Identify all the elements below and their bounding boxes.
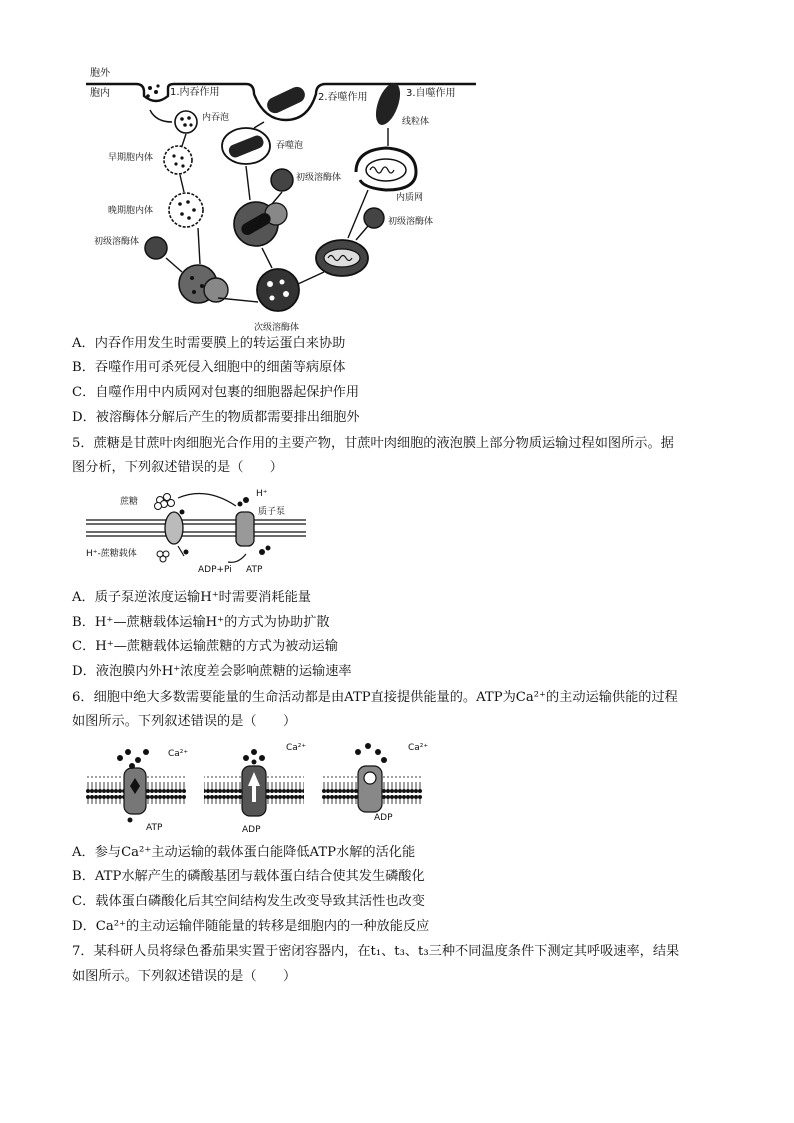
label-primary-lyso-1: 初级溶酶体: [94, 237, 140, 247]
q5-option-a: A．质子泵逆浓度运输H⁺时需要消耗能量: [72, 590, 311, 605]
label-early-endosome: 早期胞内体: [108, 153, 154, 163]
label-ca-1: Ca²⁺: [168, 749, 189, 759]
label-autophagy: 3.自噬作用: [406, 88, 456, 99]
label-primary-lyso-3: 初级溶酶体: [388, 217, 434, 227]
label-h-plus: H⁺: [256, 489, 268, 499]
label-phagosome: 吞噬泡: [276, 141, 304, 151]
q4-option-d: D．被溶酶体分解后产生的物质都需要排出细胞外: [72, 410, 360, 425]
label-endo-vesicle: 内吞泡: [202, 113, 230, 123]
q7-stem-line1: 7．某科研人员将绿色番茄果实置于密闭容器内，在t₁、t₃、t₃三种不同温度条件下测定其呼吸速率，结果: [72, 944, 680, 959]
q5-stem-line2: 图分析，下列叙述错误的是（ ）: [72, 460, 283, 475]
q6-option-b: B．ATP水解产生的磷酸基团与载体蛋白结合使其发生磷酸化: [72, 869, 425, 884]
q4-option-c: C．自噬作用中内质网对包裹的细胞器起保护作用: [72, 385, 360, 400]
label-atp-6: ATP: [146, 823, 163, 833]
q4-option-b: B．吞噬作用可杀死侵入细胞中的细菌等病原体: [72, 360, 346, 375]
label-ca-3: Ca²⁺: [408, 743, 429, 753]
q5-option-b: B．H⁺—蔗糖载体运输H⁺的方式为协助扩散: [72, 615, 330, 630]
label-atp: ATP: [246, 565, 263, 575]
label-endocytosis: 1.内吞作用: [170, 87, 220, 98]
q6-option-a: A．参与Ca²⁺主动运输的载体蛋白能降低ATP水解的活化能: [72, 845, 416, 860]
outside-label: 胞外: [90, 68, 110, 79]
label-sucrose: 蔗糖: [120, 497, 139, 507]
label-phagocytosis: 2.吞噬作用: [318, 92, 368, 103]
q7-stem-line2: 如图所示。下列叙述错误的是（ ）: [72, 969, 297, 984]
vacuole-membrane-figure: [86, 484, 308, 576]
q5-stem-line1: 5．蔗糖是甘蔗叶肉细胞光合作用的主要产物，甘蔗叶肉细胞的液泡膜上部分物质运输过程如图所示。据: [72, 436, 674, 451]
label-late-endosome: 晚期胞内体: [108, 206, 154, 216]
q4-option-a: A．内吞作用发生时需要膜上的转运蛋白来协助: [72, 336, 346, 351]
label-adp-6b: ADP: [374, 813, 393, 823]
label-er: 内质网: [396, 193, 424, 203]
q5-option-d: D．液泡膜内外H⁺浓度差会影响蔗糖的运输速率: [72, 664, 352, 679]
label-adp-6a: ADP: [242, 825, 261, 835]
endocytosis-figure: [86, 62, 478, 332]
label-mitochondrion: 线粒体: [402, 117, 430, 127]
q5-option-c: C．H⁺—蔗糖载体运输蔗糖的方式为被动运输: [72, 639, 338, 654]
label-proton-pump: 质子泵: [258, 507, 286, 517]
q6-option-d: D．Ca²⁺的主动运输伴随能量的转移是细胞内的一种放能反应: [72, 919, 430, 934]
calcium-pump-figure: [86, 738, 436, 836]
q6-stem-line1: 6．细胞中绝大多数需要能量的生命活动都是由ATP直接提供能量的。ATP为Ca²⁺的主动运输供能的过程: [72, 690, 678, 705]
label-secondary-lyso: 次级溶酶体: [254, 323, 300, 332]
label-adp-pi: ADP+Pi: [198, 565, 232, 575]
label-ca-2: Ca²⁺: [286, 743, 307, 753]
q6-option-c: C．载体蛋白磷酸化后其空间结构发生改变导致其活性也改变: [72, 894, 425, 909]
inside-label: 胞内: [90, 88, 110, 99]
q6-stem-line2: 如图所示。下列叙述错误的是（ ）: [72, 714, 297, 729]
label-carrier: H⁺-蔗糖载体: [86, 549, 137, 559]
label-primary-lyso-2: 初级溶酶体: [296, 173, 342, 183]
